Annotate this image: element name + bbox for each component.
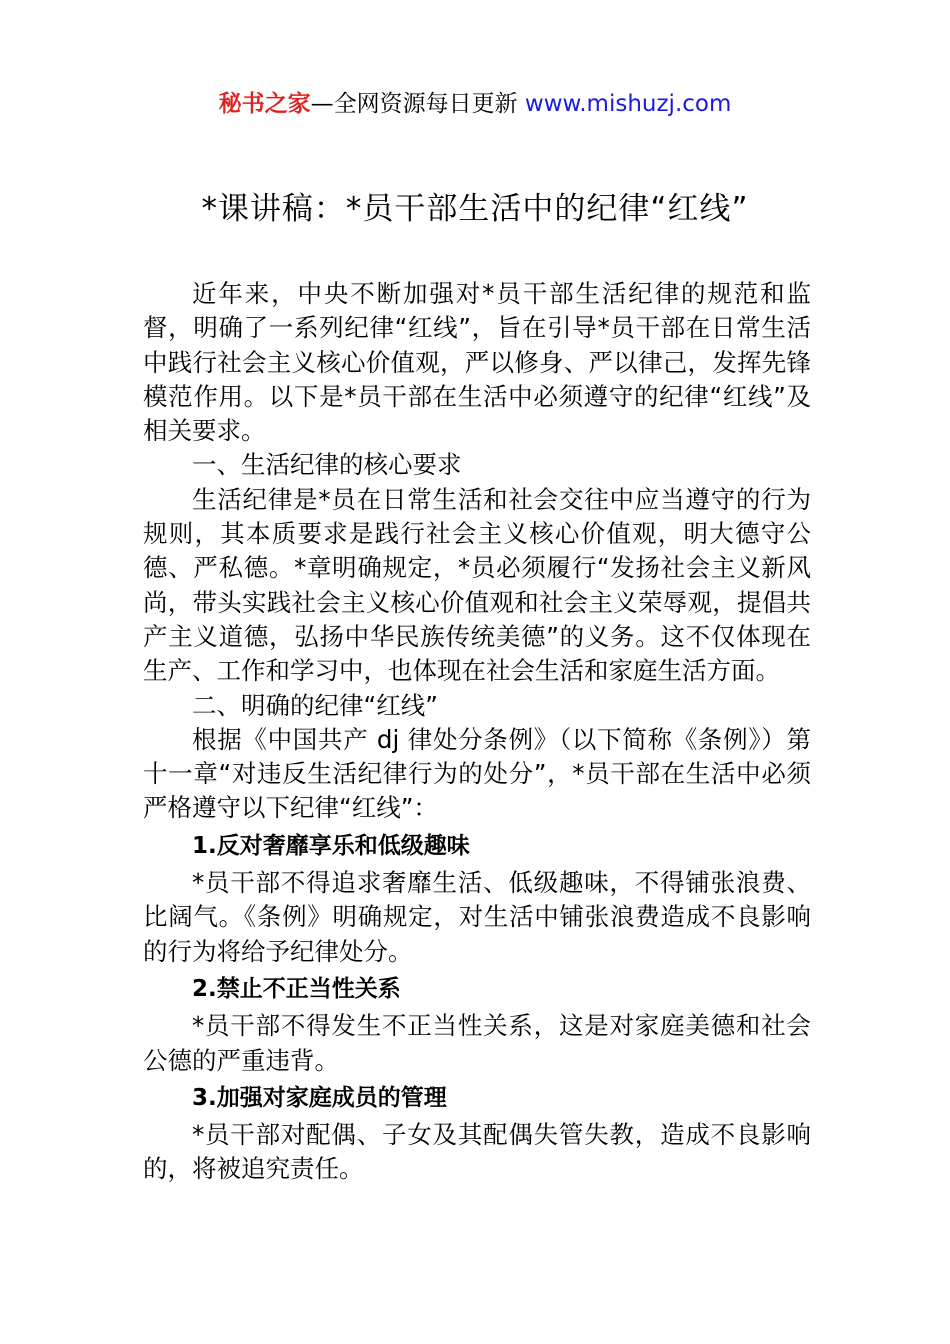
subsection-2-paragraph: *员干部不得发生不正当性关系，这是对家庭美德和社会公德的严重违背。 — [143, 1011, 811, 1075]
section-heading-2: 二、明确的纪律“红线” — [192, 690, 438, 720]
site-header — [0, 86, 950, 122]
section-1-paragraph: 生活纪律是*员在日常生活和社会交往中应当遵守的行为规则，其本质要求是践行社会主义核心价值观，明大德守公德、严私德。*章明确规定，*员必须履行“发扬社会主义新风尚，带头实践社会主义核心价值观和社会主义荣辱观，提倡共产主义道德，弘扬中华民族传统美德”的义务。这不仅体现在生产、工作和学习中，也体现在社会生活和家庭生活方面。 — [143, 484, 811, 686]
subheading-1: 1.反对奢靡享乐和低级趣味 — [192, 832, 470, 859]
header-tagline: —全网资源每日更新 — [310, 91, 525, 117]
document-title: *课讲稿：*员干部生活中的纪律“红线” — [201, 191, 749, 227]
intro-paragraph: 近年来，中央不断加强对*员干部生活纪律的规范和监督，明确了一系列纪律“红线”，旨在引导*员干部在日常生活中践行社会主义核心价值观，严以修身、严以律己，发挥先锋模范作用。以下是*员干部在生活中必须遵守的纪律“红线”及相关要求。 — [143, 279, 811, 446]
subheading-3: 3.加强对家庭成员的管理 — [192, 1084, 447, 1111]
header-brand: 秘书之家 — [218, 91, 311, 117]
section-2-paragraph: 根据《中国共产 dj 律处分条例》（以下简称《条例》）第十一章“对违反生活纪律行为的处分”，*员干部在生活中必须严格遵守以下纪律“红线”： — [143, 724, 811, 823]
header-url-link[interactable]: www.mishuzj.com — [524, 91, 732, 117]
subheading-2: 2.禁止不正当性关系 — [192, 975, 401, 1002]
document-body — [143, 277, 811, 1187]
subsection-1-paragraph: *员干部不得追求奢靡生活、低级趣味，不得铺张浪费、比阔气。《条例》明确规定，对生活中铺张浪费造成不良影响的行为将给予纪律处分。 — [143, 868, 811, 966]
section-heading-1: 一、生活纪律的核心要求 — [192, 450, 462, 480]
subsection-3-paragraph: *员干部对配偶、子女及其配偶失管失教，造成不良影响的，将被追究责任。 — [143, 1120, 811, 1184]
